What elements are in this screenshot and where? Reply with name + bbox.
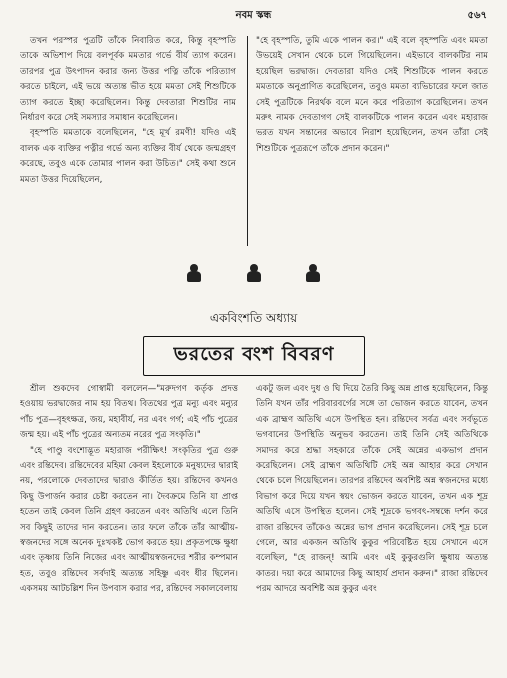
paragraph: "হে বৃহস্পতি, তুমি একে পালন কর।" এই বলে বৃহস্পতি এবং মমতা উভয়েই সেখান থেকে চলে গিয়েছিলেন। এইভাবে বালকটির নাম হয়েছিল ভরদ্বাজ। দেবতারা যদিও সেই শিশুটিকে পালন করতে মমতাকে অনুপ্রাণিত করেছিলেন, তবুও মমতা ব্যভিচারের ফলে জাত সেই পুত্রটিকে নিরর্থক বলে মনে করে পরিত্যাগ করেছিলেন। তখন মরুৎ নামক দেবতাগণ সেই বালকটিকে পালন করেন এবং মহারাজ ভরত যখন সন্তানের অভাবে নিরাশ হয়েছিলেন, তখন তাঁরা সেই শিশুটিকে পুত্ররূপে তাঁকে প্রদান করেন।" <box>256 36 488 154</box>
running-header: নবম স্কন্ধ <box>235 10 272 21</box>
paragraph: শ্রীল শুকদেব গোস্বামী বললেন—"মরুদগণ কর্তৃক প্রদত্ত হওয়ায় ভরদ্বাজের নাম হয় বিতথ। বিতথের পুত্র মন্যু এবং মন্যুর পাঁচ পুত্র—বৃহৎক্ষত্র, জয়, মহাবীর্য, নর এবং গর্গ; এই পাঁচ পুত্রের জন্ম হয়। এই পাঁচ পুত্রের অন্যতম নরের পুত্র সংকৃতি।" <box>20 384 238 441</box>
chapter-title: ভরতের বংশ বিবরণ <box>173 343 335 365</box>
top-right-column <box>256 34 488 209</box>
top-left-column <box>20 34 236 242</box>
chapter-title-box <box>143 336 365 376</box>
bottom-left-column <box>20 382 238 672</box>
paragraph: "হে পাণ্ডু বংশোদ্ভূত মহারাজ পরীক্ষিৎ! সংকৃতির পুত্র গুরু এবং রন্তিদেব। রন্তিদেবের মহিমা কেবল ইহলোকে মনুষ্যদের দ্বারাই নয়, পরলোকে দেবতাদের দ্বারাও কীর্তিত হয়। রন্তিদেব কখনও কিছু উপার্জন করার চেষ্টা করতেন না। দৈবক্রমে তিনি যা প্রাপ্ত হতেন তাই কেবল তিনি গ্রহণ করতেন এবং অতিথি এলে তিনি সব কিছুই তাদের দান করতেন। তার ফলে তাঁকে তাঁর আত্মীয়-স্বজনদের সঙ্গে অনেক দুঃখকষ্ট ভোগ করতে হয়। প্রকৃতপক্ষে ক্ষুধা এবং তৃষ্ণায় তিনি নিজের এবং আত্মীয়স্বজনদের শরীর কম্পমান হত, তবুও রন্তিদেব সর্বদাই অত্যন্ত সহিষ্ণু এবং ধীর ছিলেন। একসময় আটচল্লিশ দিন উপবাস করার পর, রন্তিদেব সকালবেলায় <box>20 445 238 595</box>
ornament-icon <box>306 264 320 282</box>
ornament-icon <box>247 264 261 282</box>
ornament-icon <box>187 264 201 282</box>
bottom-right-column <box>256 382 488 672</box>
paragraph: বৃহস্পতি মমতাকে বলেছিলেন, "হে মূর্খ রমণী! যদিও এই বালক এক ব্যক্তির পত্নীর গর্ভে অন্য ব্যক্তির বীর্য থেকে জন্মগ্রহণ করেছে, তবুও একে তোমার পালন করা উচিত।" সেই কথা শুনে মমতা উত্তর দিয়েছিলেন, <box>20 128 236 185</box>
section-ornaments <box>0 264 507 286</box>
page-number: ৫৬৭ <box>467 10 487 21</box>
paragraph: একটু জল এবং দুধ ও ঘি দিয়ে তৈরি কিছু অন্ন প্রাপ্ত হয়েছিলেন, কিন্তু তিনি যখন তাঁর পরিবারবর্গের সঙ্গে তা ভোজন করতে যাবেন, তখন এক ব্রাহ্মণ অতিথি এসে উপস্থিত হন। রন্তিদেব সর্বত্র এবং সর্বভূতে ভগবানের উপস্থিতি অনুভব করতেন। তাই তিনি সেই অতিথিকে সমাদর করে শ্রদ্ধা সহকারে তাঁকে সেই অন্নের একভাগ প্রদান করেছিলেন। সেই ব্রাহ্মণ অতিথিটি সেই অন্ন আহার করে সেখান থেকে চলে গিয়েছিলেন। তারপর রন্তিদেব অবশিষ্ট অন্ন স্বজনদের মধ্যে বিভাগ করে দিয়ে যখন স্বয়ং ভোজন করতে যাবেন, তখন এক শূদ্র অতিথি এসে উপস্থিত হলেন। সেই শূদ্রকে ভগবৎ-সম্বন্ধে দর্শন করে রাজা রন্তিদেব তাঁকেও অন্নের ভাগ প্রদান করেছিলেন। সেই শূদ্র চলে গেলে, আর একজন অতিথি কুকুর পরিবেষ্টিত হয়ে সেখানে এসে বলেছিল, "হে রাজন্! আমি এবং এই কুকুরগুলি ক্ষুধায় অত্যন্ত কাতর। দয়া করে আমাদের কিছু আহার্য প্রদান করুন।" রাজা রন্তিদেব পরম আদরে অবশিষ্ট অন্ন কুকুর এবং <box>256 384 488 595</box>
column-divider <box>247 36 248 246</box>
paragraph: তখন পরস্পর পুত্রটি তাঁকে নিবারিত করে, কিন্তু বৃহস্পতি তাকে অভিশাপ দিয়ে বলপূর্বক মমতার গর্ভে বীর্য ত্যাগ করেন। তারপর পুত্র উৎপাদন করার জন্য উত্তর পত্নি তাঁকে পরিত্যাগ করতে চাইলে, এই ভয়ে অত্যন্ত ভীত হয়ে মমতা সেই শিশুটিকে ত্যাগ করতে ইচ্ছা করেছিলেন। কিন্তু দেবতারা শিশুটির নাম নির্ধারণ করে সেই সমস্যার সমাধান করেছিলেন। <box>20 36 236 124</box>
chapter-label: একবিংশতি অধ্যায় <box>209 311 298 325</box>
